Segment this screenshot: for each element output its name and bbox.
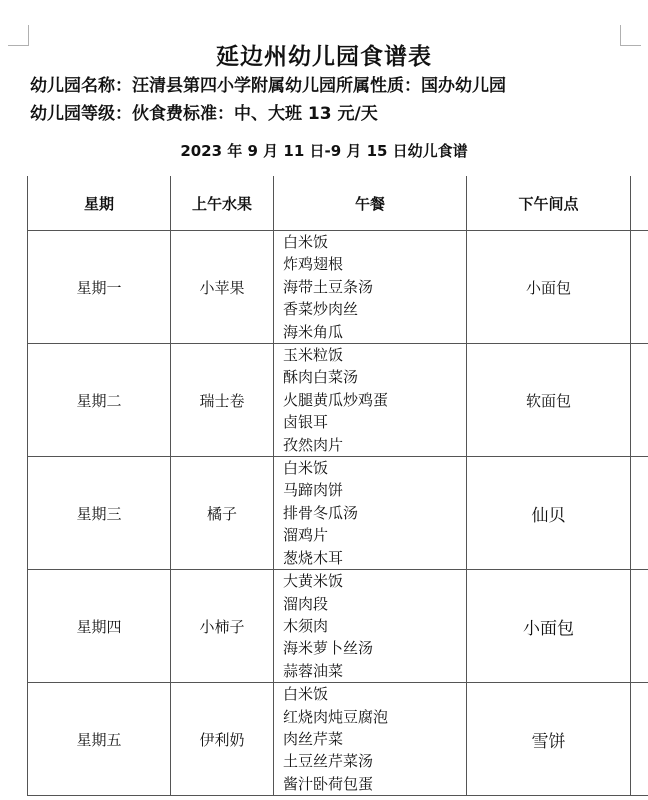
table-row-tuesday (28, 344, 648, 457)
dish-item: 白米饭 (283, 685, 329, 704)
extra-cell (631, 570, 648, 683)
header-lunch: 午餐 (274, 176, 467, 231)
day-cell: 星期一 (28, 231, 171, 344)
kindergarten-grade-line: 幼儿园等级：伙食费标准：中、大班 13 元/天 (30, 104, 378, 124)
dish-item: 溜肉段 (283, 594, 329, 613)
day-cell: 星期五 (28, 683, 171, 796)
day-cell: 星期三 (28, 457, 171, 570)
table-row-thursday (28, 570, 648, 683)
dish-item: 蒜蓉油菜 (283, 661, 344, 680)
dish-item: 红烧肉炖豆腐泡 (283, 707, 389, 726)
dish-item: 大黄米饭 (283, 572, 344, 591)
header-snack: 下午间点 (467, 176, 631, 231)
header-day: 星期 (28, 176, 171, 231)
dish-item: 炸鸡翅根 (283, 255, 344, 274)
lunch-cell (274, 457, 467, 570)
snack-cell: 仙贝 (467, 457, 631, 570)
dish-item: 海带土豆条汤 (283, 277, 374, 296)
header-extra-column (631, 176, 648, 231)
dish-item: 孜然肉片 (283, 435, 344, 454)
document-title: 延边州幼儿园食谱表 (216, 44, 432, 70)
extra-cell (631, 344, 648, 457)
dish-item: 马蹄肉饼 (283, 481, 344, 500)
kindergarten-name-line: 幼儿园名称：汪清县第四小学附属幼儿园所属性质：国办幼儿园 (30, 76, 506, 96)
fruit-cell: 小柿子 (171, 570, 274, 683)
snack-cell: 软面包 (467, 344, 631, 457)
lunch-cell (274, 683, 467, 796)
dish-item: 肉丝芹菜 (283, 729, 344, 748)
table-header-row (28, 176, 648, 231)
dish-item: 海米萝卜丝汤 (283, 639, 374, 658)
day-cell: 星期二 (28, 344, 171, 457)
dish-item: 排骨冬瓜汤 (283, 503, 359, 522)
dish-item: 白米饭 (283, 459, 329, 478)
lunch-cell (274, 570, 467, 683)
dish-item: 火腿黄瓜炒鸡蛋 (283, 390, 389, 409)
dish-item: 木须肉 (283, 616, 329, 635)
fruit-cell: 伊利奶 (171, 683, 274, 796)
dish-item: 海米角瓜 (283, 322, 344, 341)
lunch-cell (274, 231, 467, 344)
dish-item: 酥肉白菜汤 (283, 368, 359, 387)
extra-cell (631, 683, 648, 796)
extra-cell (631, 231, 648, 344)
dish-item: 土豆丝芹菜汤 (283, 752, 374, 771)
snack-cell: 雪饼 (467, 683, 631, 796)
dish-item: 白米饭 (283, 233, 329, 251)
menu-table (27, 176, 648, 796)
dish-item: 葱烧木耳 (283, 548, 344, 567)
table-row-wednesday (28, 457, 648, 570)
day-cell: 星期四 (28, 570, 171, 683)
dish-item: 酱汁卧荷包蛋 (283, 774, 374, 793)
dish-item: 卤银耳 (283, 413, 329, 432)
snack-cell: 小面包 (467, 570, 631, 683)
header-fruit: 上午水果 (171, 176, 274, 231)
fruit-cell: 小苹果 (171, 231, 274, 344)
snack-cell: 小面包 (467, 231, 631, 344)
menu-date-range: 2023 年 9 月 11 日-9 月 15 日幼儿食谱 (180, 142, 468, 160)
dish-item: 玉米粒饭 (283, 346, 344, 365)
fruit-cell: 橘子 (171, 457, 274, 570)
dish-item: 溜鸡片 (283, 526, 329, 545)
lunch-cell (274, 344, 467, 457)
table-row-monday (28, 231, 648, 344)
extra-cell (631, 457, 648, 570)
fruit-cell: 瑞士卷 (171, 344, 274, 457)
table-row-friday (28, 683, 648, 796)
dish-item: 香菜炒肉丝 (283, 300, 359, 319)
